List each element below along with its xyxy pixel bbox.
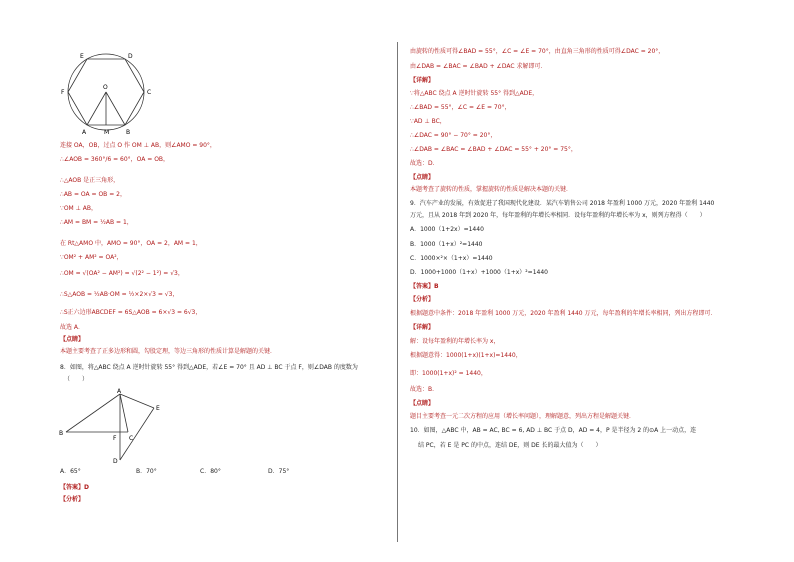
figure1-label-M: M xyxy=(104,129,110,136)
right-line-7: ∴∠DAB = ∠BAC = ∠BAD + ∠DAC = 55° + 20° = 75°， xyxy=(410,146,577,153)
solution-line-7: 在 Rt△AMO 中，AMO = 90°，OA = 2，AM = 1， xyxy=(60,240,202,247)
column-divider xyxy=(397,42,398,542)
answer-heading-right: 【答案】B xyxy=(410,283,439,290)
question-9-option-b: B．1000（1+x）²=1440 xyxy=(410,241,483,248)
segment-DE xyxy=(120,408,154,460)
figure1-label-O: O xyxy=(103,84,108,91)
option-b: B．70° xyxy=(136,468,157,475)
figure2-label-D: D xyxy=(113,458,118,464)
right-line-15: 题目主要考查一元二次方程的应用（增长率问题），理解题意，列出方程是解题关键． xyxy=(410,413,636,420)
dianjing-heading-right-2: 【点睛】 xyxy=(410,400,435,407)
figure2-label-B: B xyxy=(59,430,64,437)
xiangjie-heading-2: 【详解】 xyxy=(410,324,435,331)
right-line-6: ∴∠DAC = 90° − 70° = 20°， xyxy=(410,132,497,139)
figure1-label-F: F xyxy=(61,89,65,96)
solution-line-5: ∵OM ⊥ AB， xyxy=(60,205,97,212)
rotation-triangle-figure xyxy=(58,388,168,464)
right-line-3: ∵将△ABC 绕点 A 逆时针旋转 55° 得到△ADE， xyxy=(410,90,539,97)
analysis-heading: 【分析】 xyxy=(60,496,85,503)
solution-line-6: ∴AM = BM = ½AB = 1， xyxy=(60,219,133,226)
solution-line-9: ∴OM = √(OA² − AM²) = √(2² − 1²) = √3， xyxy=(60,270,184,277)
question-9-option-d: D．1000+1000（1+x）+1000（1+x）²=1440 xyxy=(410,269,548,276)
figure1-label-E: E xyxy=(80,53,84,60)
figure1-label-A: A xyxy=(82,129,87,136)
right-line-9: 本题考查了旋转的性质，掌握旋转的性质是解决本题的关键． xyxy=(410,186,573,193)
figure2-label-C: C xyxy=(129,435,134,442)
segment-OB xyxy=(106,92,125,125)
question-9-text-2: 万元，且从 2018 年到 2020 年，每年盈利的年增长率相同．设每年盈利的年增长率为 x，则列方程得（ ） xyxy=(410,212,706,219)
right-line-1: 由旋转的性质可得∠BAD = 55°，∠C = ∠E = 70°，由直角三角形的性质可得∠DAC = 20°， xyxy=(410,48,665,55)
question-9-text-1: 9．汽车产业的发展，有效促进了我国现代化建设．某汽车销售公司 2018 年盈利 1000 万元，2020 年盈利 1440 xyxy=(410,200,715,207)
answer-heading: 【答案】D xyxy=(60,484,89,491)
figure1-label-B: B xyxy=(126,129,131,136)
analysis-heading-right: 【分析】 xyxy=(410,296,435,303)
question-10-text-1: 10．如图，△ABC 中，AB = AC, BC = 6, AD ⊥ BC 于点 D，AD = 4，P 是半径为 2 的⊙A 上一动点，连 xyxy=(410,427,697,434)
figure1-label-D: D xyxy=(128,53,133,60)
question-8-text: 8．如图，将△ABC 绕点 A 逆时针旋转 55° 得到△ADE，若∠E = 70° 且 AD ⊥ BC 于点 F，则∠DAB 的度数为 xyxy=(60,364,358,371)
solution-line-11: ∴S正六边形ABCDEF = 6S△AOB = 6×√3 = 6√3， xyxy=(60,309,202,316)
right-line-2: 由∠DAB = ∠BAC = ∠BAD + ∠DAC 求解即可． xyxy=(410,63,547,70)
hexagon-circle-figure xyxy=(58,50,158,138)
figure2-label-E: E xyxy=(156,405,160,412)
solution-line-12: 故选 A． xyxy=(60,324,85,331)
right-line-14: 故选：B． xyxy=(410,386,439,393)
dianjing-heading-right: 【点睛】 xyxy=(410,174,435,181)
dianjing-text: 本题主要考查了正多边形和圆，勾股定理，等边三角形的性质计算是解题的关键． xyxy=(60,348,277,355)
solution-line-3: ∴△AOB 是正三角形， xyxy=(60,177,120,184)
option-a: A．65° xyxy=(60,468,81,475)
figure1-label-C: C xyxy=(147,89,152,96)
right-line-13: 即：1000(1+x)² = 1440， xyxy=(410,370,487,377)
solution-line-2: ∴∠AOB = 360°/6 = 60°，OA = OB， xyxy=(60,156,170,163)
right-line-12: 根据题意得：1000(1+x)(1+x)=1440， xyxy=(410,352,522,359)
figure2-label-A: A xyxy=(117,388,122,395)
right-line-10: 根据题意中条件：2018 年盈利 1000 万元，2020 年盈利 1440 万元，每年盈利的年增长率相同，列出方程即可． xyxy=(410,310,717,317)
right-line-5: ∵AD ⊥ BC， xyxy=(410,118,446,125)
solution-line-4: ∴AB = OA = OB = 2， xyxy=(60,191,126,198)
right-line-11: 解：设每年盈利的年增长率为 x， xyxy=(410,338,500,345)
option-d: D．75° xyxy=(268,468,290,475)
question-10-text-2: 结 PC，若 E 是 PC 的中点，连结 DE，则 DE 长的最大值为（ ） xyxy=(418,442,602,449)
question-9-option-c: C．1000×²×（1+x）=1440 xyxy=(410,255,493,262)
segment-AE xyxy=(120,394,154,408)
solution-line-10: ∴S△AOB = ½AB·OM = ½×2×√3 = √3， xyxy=(60,291,179,298)
figure2-label-F: F xyxy=(113,435,117,442)
right-line-4: ∴∠BAD = 55°，∠C = ∠E = 70°， xyxy=(410,104,511,111)
segment-OA xyxy=(87,92,106,125)
xiangjie-heading: 【详解】 xyxy=(410,77,435,84)
question-9-option-a: A．1000（1+2x）=1440 xyxy=(410,226,484,233)
option-c: C．80° xyxy=(200,468,221,475)
solution-line-8: ∵OM² + AM² = OA²， xyxy=(60,254,123,261)
dianjing-heading: 【点睛】 xyxy=(60,336,85,343)
solution-line-1: 连接 OA，OB，过点 O 作 OM ⊥ AB，则∠AMO = 90°， xyxy=(60,142,216,149)
segment-AB xyxy=(66,394,120,432)
question-8-bracket: （ ） xyxy=(64,376,89,383)
segment-AC xyxy=(120,394,128,432)
right-line-8: 故选：D． xyxy=(410,160,439,167)
